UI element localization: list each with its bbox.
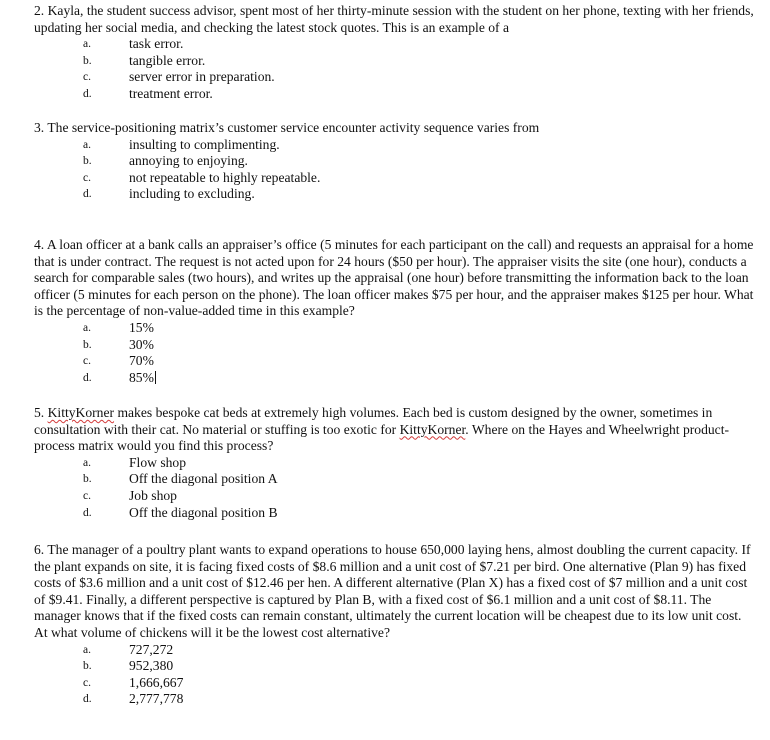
question-2 [34,3,756,103]
option-letter: c. [83,71,91,84]
answer-option-c[interactable] [34,69,756,86]
answer-option-b[interactable] [34,53,756,70]
option-text: task error. [129,36,184,52]
stem-text: 5. [34,405,48,420]
option-text: treatment error. [129,85,213,101]
option-letter: a. [83,643,91,656]
option-text-with-cursor [129,370,156,387]
answer-option-c[interactable] [34,488,756,505]
answer-option-d[interactable] [34,691,756,708]
answer-option-b[interactable] [34,153,756,170]
text-cursor [155,371,156,384]
answer-option-a[interactable] [34,320,756,337]
question-stem [34,405,756,455]
question-stem: 4. A loan officer at a bank calls an appraiser’s office (5 minutes for each participant on the call) and requests an appraisal for a home that is under contract. The request is not acted upon for 24 hours ($50 per hour). The appraiser visits the site (one hour), conducts a search for comparable sales (two hours), and writes up the appraisal (one hour) before transmitting the information back to the loan officer (5 minutes for each person on the phone). The loan officer makes $75 per hour, and the appraiser makes $125 per hour. What is the percentage of non-value-added time in this example? [34,237,754,319]
option-text: not repeatable to highly repeatable. [129,169,321,185]
option-letter: b. [83,338,92,351]
option-text: Off the diagonal position B [129,504,278,520]
answer-options [34,36,756,102]
option-letter: a. [83,321,91,334]
option-letter: b. [83,155,92,168]
answer-option-d[interactable] [34,186,756,203]
answer-option-b[interactable] [34,471,756,488]
option-text: 85% [129,369,154,385]
option-letter: d. [83,87,92,100]
answer-options [34,137,756,203]
option-letter: a. [83,456,91,469]
brand-name-misspelled[interactable]: KittyKorner [399,421,466,437]
answer-options [34,455,756,521]
option-text: 30% [129,336,154,352]
answer-option-b[interactable] [34,658,756,675]
question-5 [34,405,756,521]
option-text: tangible error. [129,52,206,68]
option-text: server error in preparation. [129,69,275,85]
option-text: 2,777,778 [129,691,184,707]
question-stem: 2. Kayla, the student success advisor, spent most of her thirty-minute session with the student on her phone, texting with her friends, updating her social media, and checking the latest stock quotes. This is an example of a [34,3,754,35]
stem-text: . Where on the Hayes and Wheelwright product-process matrix would you find this process? [34,421,730,454]
option-text: insulting to complimenting. [129,136,280,152]
option-letter: b. [83,54,92,67]
option-letter: b. [83,473,92,486]
option-letter: c. [83,171,91,184]
answer-option-a[interactable] [34,642,756,659]
option-text: Flow shop [129,454,187,470]
question-4 [34,237,756,386]
option-text: 15% [129,319,154,335]
option-text: annoying to enjoying. [129,153,248,169]
option-text: including to excluding. [129,186,255,202]
option-letter: b. [83,660,92,673]
answer-option-d[interactable] [34,370,756,387]
option-text: 952,380 [129,658,174,674]
option-letter: a. [83,38,91,51]
option-text: 70% [129,353,154,369]
answer-option-c[interactable] [34,353,756,370]
option-letter: c. [83,676,91,689]
option-text: Off the diagonal position A [129,471,278,487]
answer-option-a[interactable] [34,137,756,154]
option-letter: d. [83,371,92,384]
option-letter: a. [83,138,91,151]
question-stem: 6. The manager of a poultry plant wants to expand operations to house 650,000 laying hens, almost doubling the current capacity. If the plant expands on site, it is facing fixed costs of $8.6 million and a unit cost of $7.21 per bird. One alternative (Plan 9) has fixed costs of $3.6 million and a unit cost of $12.46 per hen. A different alternative (Plan X) has a fixed cost of $7 million and a unit cost of $9.41. Finally, a different perspective is captured by Plan B, with a fixed cost of $6.1 million and a unit cost of $8.11. The manager knows that if the fixed costs can remain constant, ultimately the current location will be cheapest due to its low unit cost. At what volume of chickens will it be the lowest cost alternative? [34,542,751,640]
option-text: Job shop [129,487,177,503]
answer-options [34,642,756,708]
answer-option-a[interactable] [34,455,756,472]
answer-option-d[interactable] [34,505,756,522]
answer-option-d[interactable] [34,86,756,103]
option-letter: d. [83,693,92,706]
question-3 [34,120,756,203]
answer-option-c[interactable] [34,170,756,187]
option-text: 1,666,667 [129,674,184,690]
answer-options [34,320,756,386]
answer-option-b[interactable] [34,337,756,354]
option-letter: c. [83,355,91,368]
option-text: 727,272 [129,641,174,657]
option-letter: d. [83,188,92,201]
question-6 [34,542,756,708]
answer-option-c[interactable] [34,675,756,692]
answer-option-a[interactable] [34,36,756,53]
stem-text: makes bespoke cat beds at extremely high volumes. Each bed is custom designed by the owner, sometimes in consultation with their cat. No material or stuffing is too exotic for [34,405,713,437]
option-letter: d. [83,506,92,519]
brand-name-misspelled[interactable]: KittyKorner [47,405,115,420]
option-letter: c. [83,489,91,502]
question-stem: 3. The service-positioning matrix’s customer service encounter activity sequence varies from [34,120,540,135]
